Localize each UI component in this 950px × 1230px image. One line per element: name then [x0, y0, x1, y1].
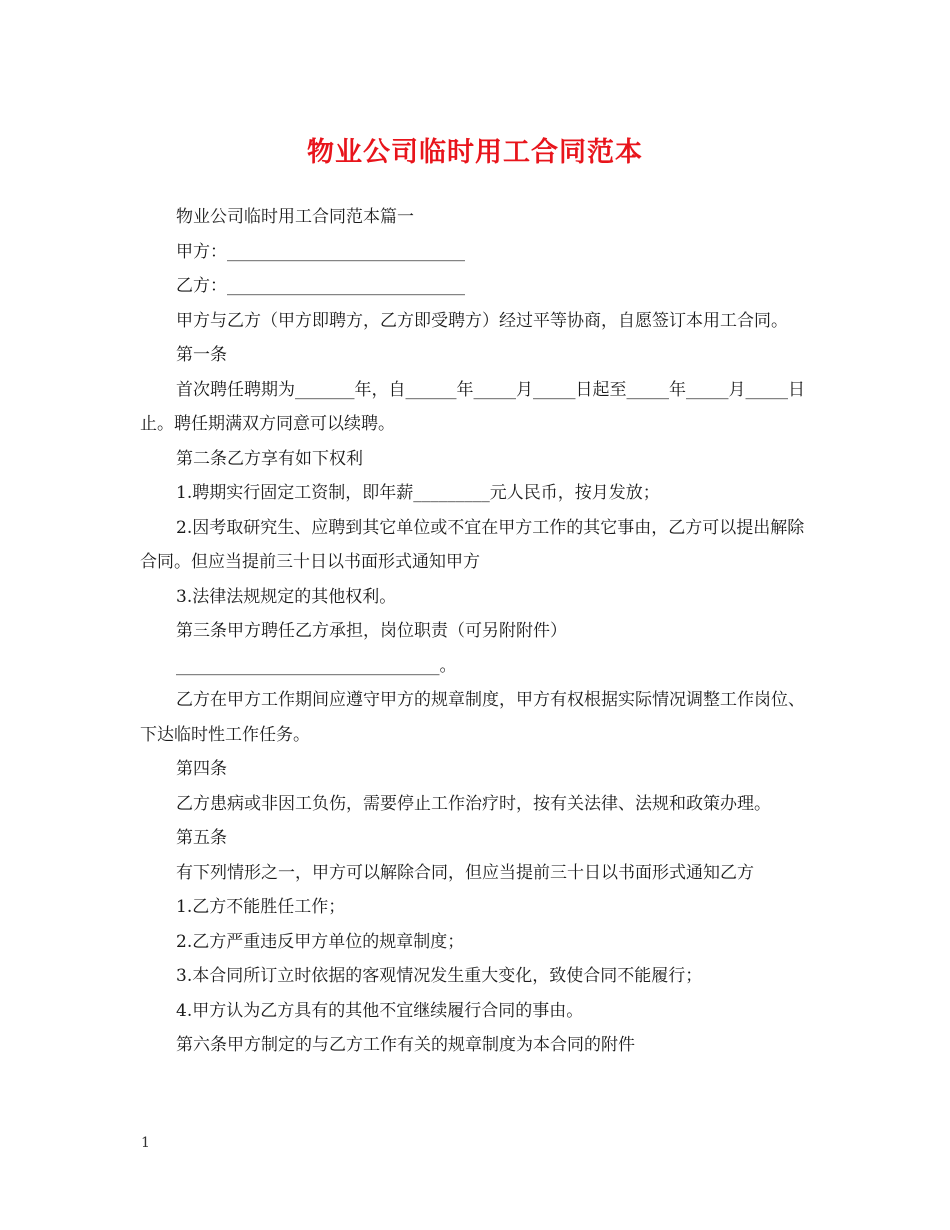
- paragraph-article-5-body: 有下列情形之一，甲方可以解除合同，但应当提前三十日以书面形式通知乙方: [176, 862, 754, 883]
- paragraph-party-b: 乙方：____________________________: [176, 276, 465, 296]
- paragraph-article-5-item-4: 4.甲方认为乙方具有的其他不宜继续履行合同的事由。: [176, 1000, 584, 1021]
- paragraph-article-2-item-1: 1.聘期实行固定工资制，即年薪_________元人民币，按月发放；: [176, 483, 660, 503]
- paragraph-article-3-heading: 第三条甲方聘任乙方承担，岗位职责（可另附附件）: [176, 621, 567, 641]
- document-title: 物业公司临时用工合同范本: [307, 137, 643, 168]
- paragraph-article-6-heading: 第六条甲方制定的与乙方工作有关的规章制度为本合同的附件: [176, 1035, 635, 1055]
- paragraph-article-2-item-2: 2.因考取研究生、应聘到其它单位或不宜在甲方工作的其它事由，乙方可以提出解除合同。但应当提前三十日以书面形式通知甲方: [140, 517, 805, 572]
- paragraph-article-4-body: 乙方患病或非因工负伤，需要停止工作治疗时，按有关法律、法规和政策办理。: [176, 793, 771, 814]
- paragraph-article-5-item-1: 1.乙方不能胜任工作；: [176, 897, 346, 917]
- paragraph-article-4-heading: 第四条: [176, 759, 227, 779]
- paragraph-article-1-term: 首次聘任聘期为_______年，自______年_____月_____日起至_____年_____月_____日止。聘任期满双方同意可以续聘。: [140, 379, 805, 434]
- paragraph-article-2-item-3: 3.法律法规规定的其他权利。: [176, 586, 397, 607]
- paragraph-article-5-item-2: 2.乙方严重违反甲方单位的规章制度；: [176, 931, 465, 952]
- paragraph-party-a: 甲方：____________________________: [176, 241, 465, 262]
- paragraph-article-3-rules: 乙方在甲方工作期间应遵守甲方的规章制度，甲方有权根据实际情况调整工作岗位、下达临时性工作任务。: [140, 690, 805, 745]
- paragraph-article-5-heading: 第五条: [176, 828, 227, 848]
- paragraph-section-heading: 物业公司临时用工合同范本篇一: [176, 207, 414, 227]
- page-number: 1: [141, 1135, 150, 1151]
- paragraph-article-1-heading: 第一条: [176, 345, 227, 365]
- paragraph-article-5-item-3: 3.本合同所订立时依据的客观情况发生重大变化，致使合同不能履行；: [176, 966, 703, 986]
- paragraph-intro: 甲方与乙方（甲方即聘方，乙方即受聘方）经过平等协商，自愿签订本用工合同。: [176, 310, 788, 331]
- paragraph-article-2-heading: 第二条乙方享有如下权利: [176, 448, 363, 469]
- document-body: [140, 200, 820, 1063]
- paragraph-article-3-blank: _______________________________。: [176, 655, 457, 676]
